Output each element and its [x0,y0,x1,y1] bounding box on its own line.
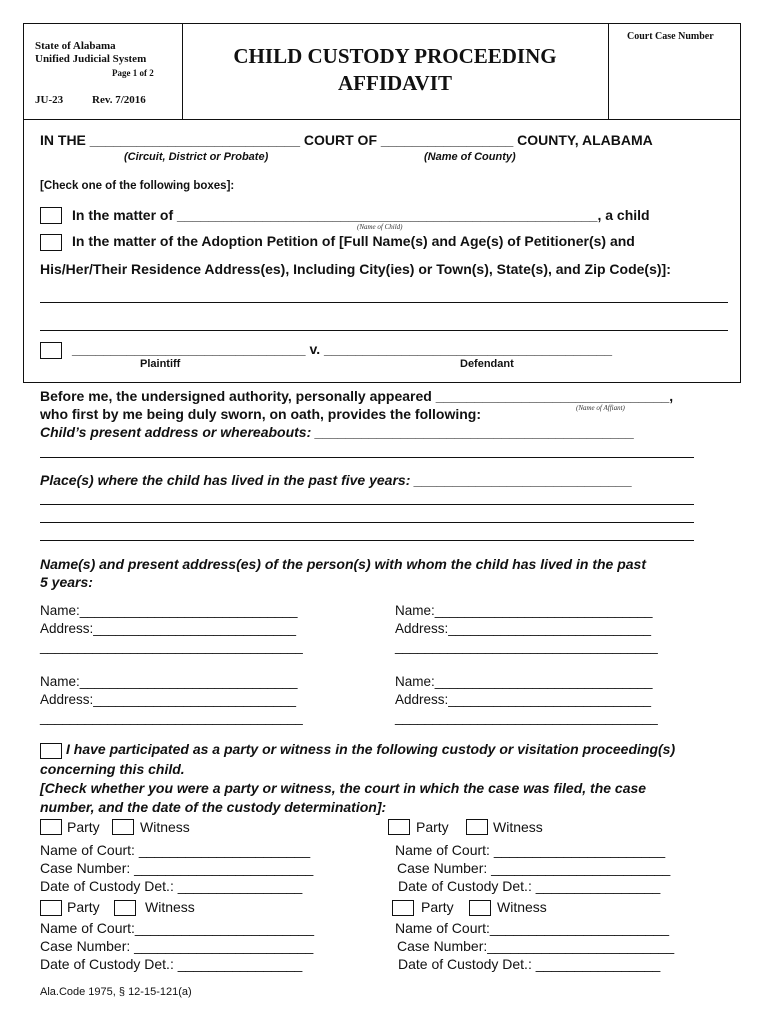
proceeding3-witness-checkbox[interactable] [114,900,136,916]
affiant-sworn-line: who first by me being duly sworn, on oath, provides the following: [40,406,482,422]
proceeding2-party-checkbox[interactable] [388,819,410,835]
persons-lived-with-line2: 5 years: [40,574,93,590]
court-case-number-label: Court Case Number [627,31,714,42]
person2-address-line2[interactable]: ___________________________________ [395,639,658,654]
adoption-petition-checkbox[interactable] [40,234,62,251]
child-name-hint: (Name of Child) [357,223,403,231]
plaintiff-defendant-checkbox[interactable] [40,342,62,359]
county-name-hint: (Name of County) [424,151,516,163]
person1-address-field[interactable]: Address:___________________________ [40,621,296,636]
petitioner-blank-line-1[interactable] [40,302,728,303]
check-one-instruction: [Check one of the following boxes]: [40,180,235,192]
person1-name-field[interactable]: Name:_____________________________ [40,603,298,618]
plaintiff-label: Plaintiff [140,358,181,370]
agency-line2: Unified Judicial System [35,53,147,65]
participated-instruction-line2: number, and the date of the custody determination]: [40,799,387,815]
court-case-number-field[interactable] [612,48,736,114]
affiant-appeared-line[interactable]: Before me, the undersigned authority, personally appeared ______________________________, [40,388,674,404]
body-left-border [23,120,24,382]
proceeding2-witness-label: Witness [493,819,543,835]
adoption-petition-line2: His/Her/Their Residence Address(es), Including City(ies) or Town(s), State(s), and Zip Code(s)]: [40,261,671,277]
petitioner-blank-line-2[interactable] [40,330,728,331]
proceeding1-party-label: Party [67,819,100,835]
proceeding3-case-number-field[interactable]: Case Number: _______________________ [40,938,314,954]
person3-address-field[interactable]: Address:___________________________ [40,692,296,707]
proceeding2-party-label: Party [416,819,449,835]
defendant-label: Defendant [460,358,514,370]
proceeding3-witness-label: Witness [145,899,195,915]
places-lived-line[interactable]: Place(s) where the child has lived in the past five years: ____________________________ [40,472,633,488]
plaintiff-v-defendant-line[interactable]: ______________________________ v. _____________________________________ [72,341,613,357]
proceeding4-witness-checkbox[interactable] [469,900,491,916]
proceeding3-date-field[interactable]: Date of Custody Det.: ________________ [40,956,303,972]
proceeding1-case-number-field[interactable]: Case Number: _______________________ [40,860,314,876]
participated-checkbox[interactable] [40,743,62,759]
proceeding1-witness-checkbox[interactable] [112,819,134,835]
participated-line1: I have participated as a party or witness in the following custody or visitation proceeding(s) [66,741,676,757]
proceeding4-court-field[interactable]: Name of Court:_______________________ [395,920,670,936]
child-address-blank-line[interactable] [40,457,694,458]
proceeding2-case-number-field[interactable]: Case Number: _______________________ [397,860,671,876]
child-address-line[interactable]: Child’s present address or whereabouts: _________________________________________ [40,424,635,440]
person2-address-field[interactable]: Address:___________________________ [395,621,651,636]
form-title-line1: CHILD CUSTODY PROCEEDING [233,44,557,68]
proceeding1-date-field[interactable]: Date of Custody Det.: ________________ [40,878,303,894]
proceeding2-witness-checkbox[interactable] [466,819,488,835]
court-line[interactable]: IN THE ___________________________ COURT OF _________________ COUNTY, ALABAMA [40,132,653,148]
persons-lived-with-line1: Name(s) and present address(es) of the person(s) with whom the child has lived in the past [40,556,646,572]
matter-of-child-line[interactable]: In the matter of ______________________________________________________, a child [72,207,650,223]
proceeding3-party-label: Party [67,899,100,915]
proceeding2-court-field[interactable]: Name of Court: ______________________ [395,842,666,858]
body-right-border [740,120,741,382]
matter-of-child-checkbox[interactable] [40,207,62,224]
proceeding3-party-checkbox[interactable] [40,900,62,916]
places-blank-line-1[interactable] [40,504,694,505]
proceeding4-case-number-field[interactable]: Case Number:________________________ [397,938,675,954]
person1-address-line2[interactable]: ___________________________________ [40,639,303,654]
header-divider-right [608,23,609,120]
proceeding1-party-checkbox[interactable] [40,819,62,835]
person4-address-field[interactable]: Address:___________________________ [395,692,651,707]
places-blank-line-3[interactable] [40,540,694,541]
proceeding2-date-field[interactable]: Date of Custody Det.: ________________ [398,878,661,894]
proceeding4-party-checkbox[interactable] [392,900,414,916]
agency-line1: State of Alabama [35,40,116,52]
proceeding4-date-field[interactable]: Date of Custody Det.: ________________ [398,956,661,972]
proceeding4-witness-label: Witness [497,899,547,915]
section-divider [23,382,741,383]
page-indicator: Page 1 of 2 [112,68,154,78]
form-title-line2: AFFIDAVIT [338,71,452,95]
person2-name-field[interactable]: Name:_____________________________ [395,603,653,618]
affiant-name-hint: (Name of Affiant) [576,404,625,412]
court-type-hint: (Circuit, District or Probate) [124,151,269,163]
places-blank-line-2[interactable] [40,522,694,523]
participated-instruction-line1: [Check whether you were a party or witness, the court in which the case was filed, the case [40,780,647,796]
adoption-petition-line1: In the matter of the Adoption Petition of [Full Name(s) and Age(s) of Petitioner(s) and [72,233,635,249]
person3-name-field[interactable]: Name:_____________________________ [40,674,298,689]
proceeding1-witness-label: Witness [140,819,190,835]
proceeding3-court-field[interactable]: Name of Court:_______________________ [40,920,315,936]
proceeding1-court-field[interactable]: Name of Court: ______________________ [40,842,311,858]
proceeding4-party-label: Party [421,899,454,915]
person4-address-line2[interactable]: ___________________________________ [395,710,658,725]
participated-line2: concerning this child. [40,761,185,777]
form-revision: Rev. 7/2016 [92,94,146,106]
statute-citation: Ala.Code 1975, § 12-15-121(a) [40,986,192,998]
person4-name-field[interactable]: Name:_____________________________ [395,674,653,689]
person3-address-line2[interactable]: ___________________________________ [40,710,303,725]
form-number: JU-23 [35,94,64,106]
